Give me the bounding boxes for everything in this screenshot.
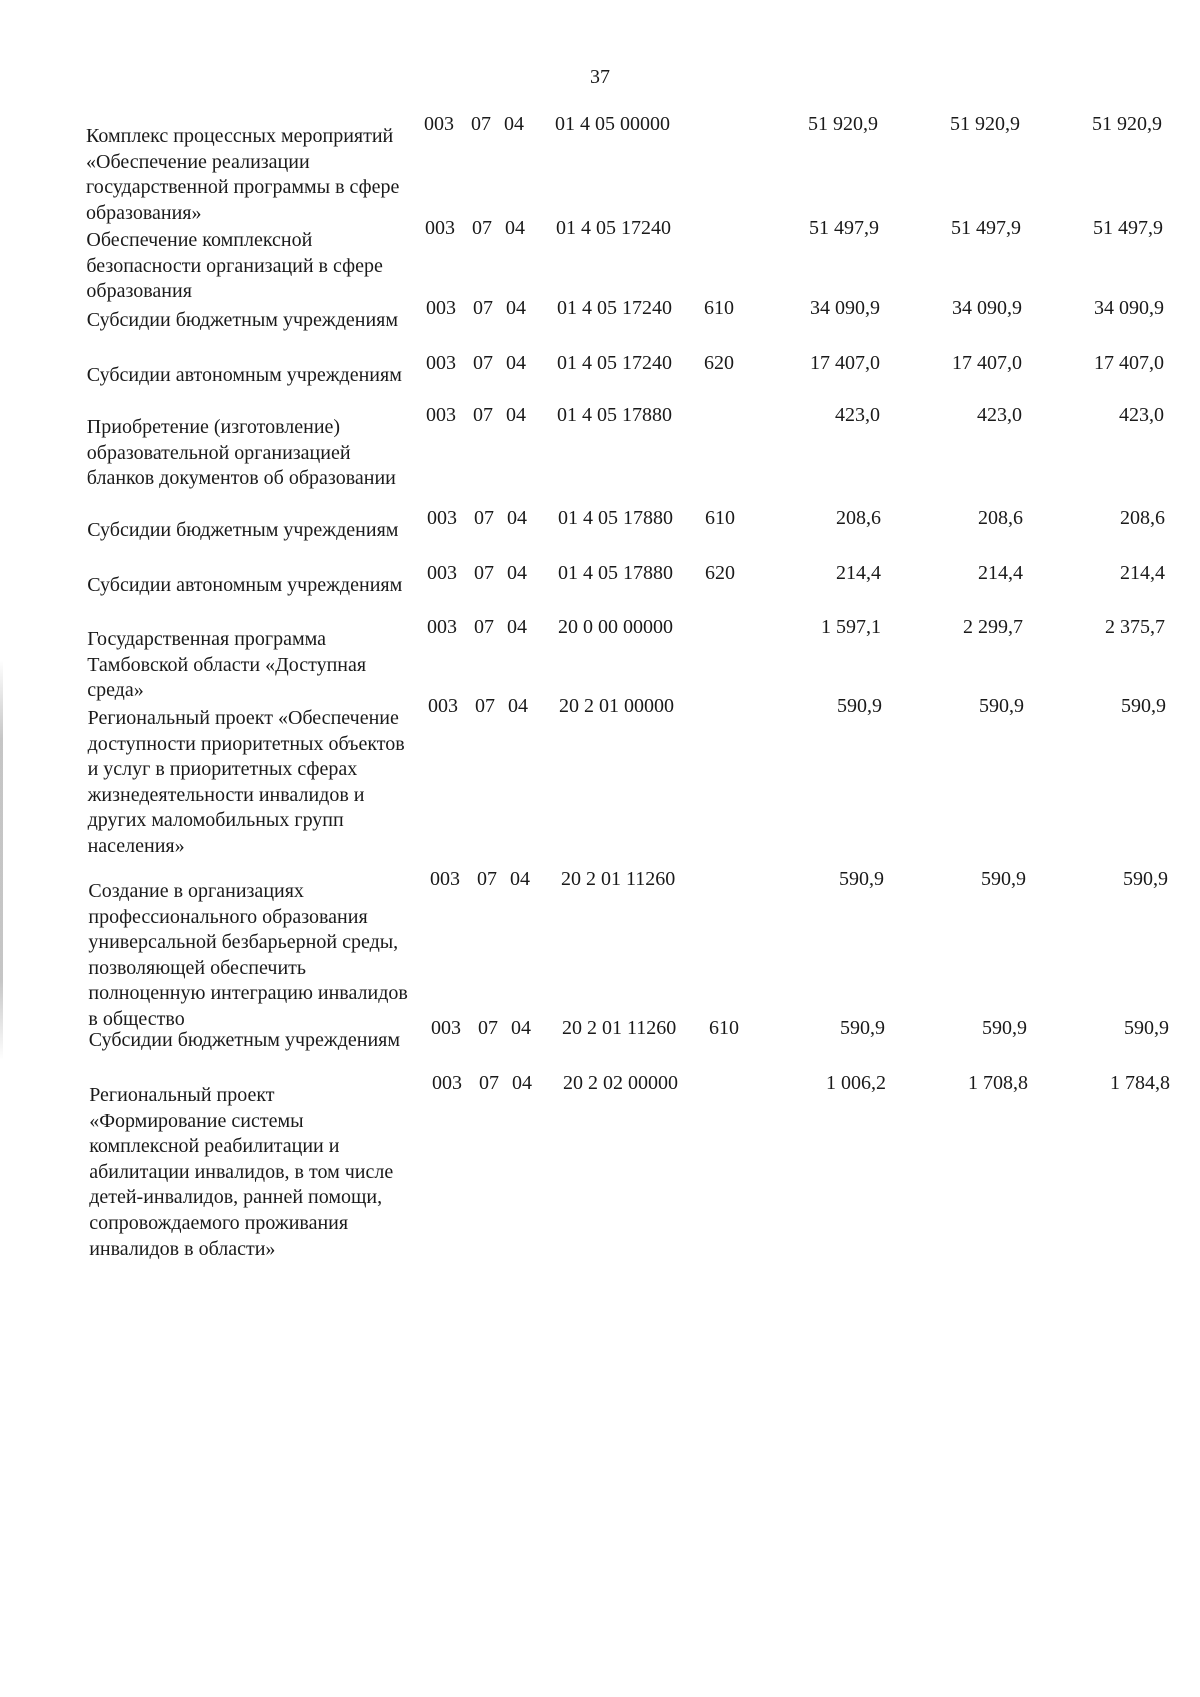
cell-section: 07 [474, 507, 494, 529]
cell-ministry: 003 [424, 113, 454, 135]
cell-target: 01 4 05 17880 [557, 404, 672, 426]
cell-y3: 2 375,7 [1105, 616, 1165, 638]
cell-section: 07 [475, 695, 495, 717]
cell-name: Государственная программа Тамбовской области «Доступная среда» [87, 628, 367, 702]
cell-kind: 620 [704, 352, 734, 374]
cell-name: Региональный проект «Формирование системы комплексной реабилитации и абилитации инвалидов, в том числе детей-инвалидов, ранней помощи, сопровождаемого проживания инвалидов в области» [89, 1084, 394, 1260]
cell-y1: 590,9 [837, 695, 882, 717]
cell-y3: 590,9 [1124, 1017, 1169, 1039]
cell-y1: 590,9 [839, 868, 884, 890]
cell-y3: 214,4 [1120, 562, 1165, 584]
cell-name: Приобретение (изготовление) образовательной организацией бланков документов об образовании [86, 416, 396, 490]
cell-subsection: 04 [504, 113, 524, 135]
cell-subsection: 04 [506, 404, 526, 426]
cell-y3: 208,6 [1120, 507, 1165, 529]
cell-section: 07 [477, 868, 497, 890]
cell-section: 07 [473, 297, 493, 319]
cell-ministry: 003 [425, 217, 455, 239]
cell-subsection: 04 [505, 217, 525, 239]
cell-y1: 590,9 [840, 1017, 885, 1039]
cell-y3: 51 920,9 [1092, 113, 1162, 135]
cell-ministry: 003 [426, 297, 456, 319]
cell-target: 20 2 01 11260 [562, 1017, 677, 1039]
cell-subsection: 04 [507, 507, 527, 529]
cell-name: Создание в организациях профессионального образования универсальной безбарьерной среды, позволяющей обеспечить полноценную интеграцию инвалидов в общество [88, 880, 408, 1030]
cell-y1: 423,0 [835, 404, 880, 426]
cell-y3: 590,9 [1123, 868, 1168, 890]
cell-y2: 1 708,8 [968, 1072, 1028, 1094]
cell-name: Комплекс процессных мероприятий «Обеспечение реализации государственной программы в сфере образования» [86, 125, 400, 224]
cell-name: Субсидии автономным учреждениям [86, 364, 402, 386]
cell-y2: 34 090,9 [952, 297, 1022, 319]
cell-subsection: 04 [510, 868, 530, 890]
cell-subsection: 04 [506, 352, 526, 374]
cell-y3: 34 090,9 [1094, 297, 1164, 319]
cell-y1: 51 920,9 [808, 113, 878, 135]
cell-y2: 590,9 [982, 1017, 1027, 1039]
cell-name: Субсидии бюджетным учреждениям [87, 519, 399, 541]
cell-kind: 610 [704, 297, 734, 319]
cell-target: 20 2 01 00000 [559, 695, 674, 717]
cell-ministry: 003 [426, 352, 456, 374]
cell-y2: 423,0 [977, 404, 1022, 426]
cell-section: 07 [473, 404, 493, 426]
cell-ministry: 003 [432, 1072, 462, 1094]
cell-kind: 610 [705, 507, 735, 529]
cell-target: 20 2 01 11260 [561, 868, 676, 890]
cell-section: 07 [472, 217, 492, 239]
cell-target: 01 4 05 00000 [555, 113, 670, 135]
cell-y2: 51 497,9 [951, 217, 1021, 239]
cell-section: 07 [473, 352, 493, 374]
cell-y1: 1 006,2 [826, 1072, 886, 1094]
cell-y2: 214,4 [978, 562, 1023, 584]
cell-name: Обеспечение комплексной безопасности организаций в сфере образования [86, 229, 383, 303]
cell-kind: 620 [705, 562, 735, 584]
cell-target: 01 4 05 17240 [556, 217, 671, 239]
cell-y1: 208,6 [836, 507, 881, 529]
cell-ministry: 003 [427, 616, 457, 638]
cell-subsection: 04 [507, 562, 527, 584]
cell-y1: 51 497,9 [809, 217, 879, 239]
cell-section: 07 [478, 1017, 498, 1039]
cell-section: 07 [479, 1072, 499, 1094]
cell-subsection: 04 [511, 1017, 531, 1039]
cell-section: 07 [474, 562, 494, 584]
cell-y2: 17 407,0 [952, 352, 1022, 374]
cell-y3: 590,9 [1121, 695, 1166, 717]
cell-y2: 208,6 [978, 507, 1023, 529]
cell-subsection: 04 [512, 1072, 532, 1094]
cell-section: 07 [474, 616, 494, 638]
scan-edge-artifact [0, 660, 3, 1060]
cell-ministry: 003 [430, 868, 460, 890]
cell-target: 20 2 02 00000 [563, 1072, 678, 1094]
cell-y1: 17 407,0 [810, 352, 880, 374]
cell-y3: 51 497,9 [1093, 217, 1163, 239]
cell-section: 07 [471, 113, 491, 135]
cell-target: 01 4 05 17880 [558, 562, 673, 584]
cell-ministry: 003 [427, 562, 457, 584]
cell-y2: 51 920,9 [950, 113, 1020, 135]
cell-target: 01 4 05 17240 [557, 297, 672, 319]
cell-y1: 214,4 [836, 562, 881, 584]
cell-y1: 34 090,9 [810, 297, 880, 319]
cell-y2: 590,9 [979, 695, 1024, 717]
cell-kind: 610 [709, 1017, 739, 1039]
cell-name: Субсидии автономным учреждениям [87, 574, 403, 596]
cell-ministry: 003 [427, 507, 457, 529]
cell-subsection: 04 [506, 297, 526, 319]
cell-y3: 17 407,0 [1094, 352, 1164, 374]
cell-target: 01 4 05 17880 [558, 507, 673, 529]
cell-ministry: 003 [431, 1017, 461, 1039]
cell-y3: 423,0 [1119, 404, 1164, 426]
cell-y1: 1 597,1 [821, 616, 881, 638]
cell-y2: 2 299,7 [963, 616, 1023, 638]
cell-target: 01 4 05 17240 [557, 352, 672, 374]
cell-y3: 1 784,8 [1110, 1072, 1170, 1094]
cell-subsection: 04 [507, 616, 527, 638]
cell-name: Субсидии бюджетным учреждениям [86, 309, 399, 331]
cell-target: 20 0 00 00000 [558, 616, 673, 638]
cell-name: Региональный проект «Обеспечение доступности приоритетных объектов и услуг в приоритетных сферах жизнедеятельности инвалидов и других маломобильных групп населения» [87, 707, 405, 857]
cell-ministry: 003 [426, 404, 456, 426]
cell-y2: 590,9 [981, 868, 1026, 890]
cell-name: Субсидии бюджетным учреждениям [88, 1029, 401, 1051]
cell-subsection: 04 [508, 695, 528, 717]
cell-ministry: 003 [428, 695, 458, 717]
page-number: 37 [590, 66, 610, 88]
